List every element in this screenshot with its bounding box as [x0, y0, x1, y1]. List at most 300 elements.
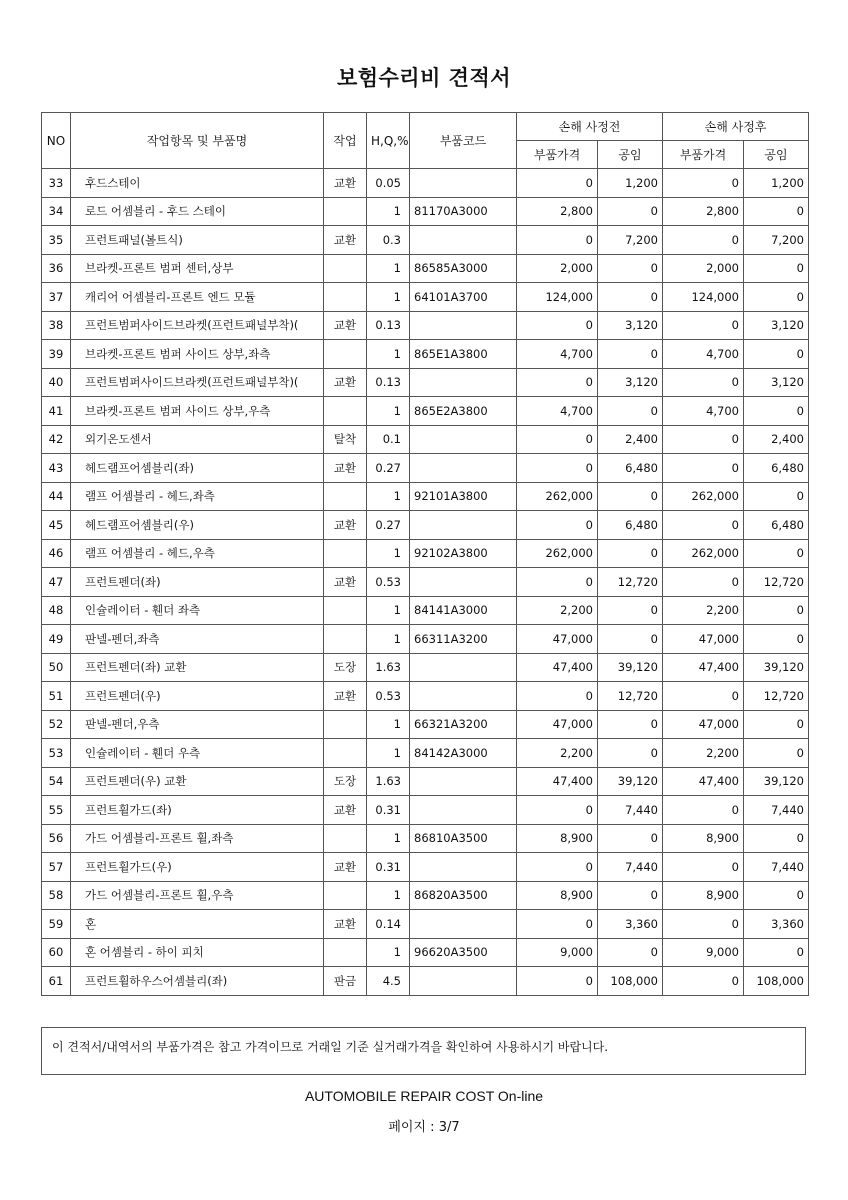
- part-code: 865E1A3800: [410, 340, 517, 369]
- item-name: 후드스테이: [71, 169, 324, 198]
- table-row: [42, 881, 809, 910]
- hq-value: 0.1: [367, 425, 410, 454]
- row-number: 34: [42, 197, 71, 226]
- table-row: [42, 853, 809, 882]
- before-part-price: 9,000: [517, 938, 598, 967]
- after-labor: 0: [744, 739, 809, 768]
- before-part-price: 0: [517, 425, 598, 454]
- after-part-price: 0: [663, 454, 744, 483]
- part-code: [410, 511, 517, 540]
- hq-value: 0.31: [367, 796, 410, 825]
- part-code: 86820A3500: [410, 881, 517, 910]
- after-part-price: 0: [663, 311, 744, 340]
- item-name: 프런트범퍼사이드브라켓(프런트패널부착)(: [71, 368, 324, 397]
- after-labor: 0: [744, 283, 809, 312]
- hq-value: 1: [367, 710, 410, 739]
- hq-value: 1: [367, 824, 410, 853]
- header-after: 손해 사정후: [663, 113, 809, 141]
- table-row: [42, 511, 809, 540]
- row-number: 45: [42, 511, 71, 540]
- work-type: 교환: [324, 853, 367, 882]
- before-labor: 39,120: [598, 767, 663, 796]
- table-row: [42, 653, 809, 682]
- table-body: [42, 169, 809, 996]
- after-part-price: 0: [663, 853, 744, 882]
- before-labor: 0: [598, 482, 663, 511]
- work-type: 교환: [324, 682, 367, 711]
- after-labor: 0: [744, 539, 809, 568]
- item-name: 헤드램프어셈블리(좌): [71, 454, 324, 483]
- part-code: [410, 454, 517, 483]
- table-row: [42, 910, 809, 939]
- after-labor: 39,120: [744, 653, 809, 682]
- part-code: [410, 425, 517, 454]
- before-labor: 3,360: [598, 910, 663, 939]
- hq-value: 1.63: [367, 653, 410, 682]
- row-number: 59: [42, 910, 71, 939]
- work-type: [324, 254, 367, 283]
- part-code: 96620A3500: [410, 938, 517, 967]
- after-labor: 12,720: [744, 568, 809, 597]
- before-labor: 3,120: [598, 368, 663, 397]
- hq-value: 0.53: [367, 682, 410, 711]
- before-part-price: 262,000: [517, 482, 598, 511]
- before-part-price: 0: [517, 226, 598, 255]
- before-labor: 2,400: [598, 425, 663, 454]
- work-type: [324, 539, 367, 568]
- hq-value: 1: [367, 197, 410, 226]
- row-number: 46: [42, 539, 71, 568]
- after-labor: 108,000: [744, 967, 809, 996]
- after-part-price: 0: [663, 169, 744, 198]
- hq-value: 1: [367, 397, 410, 426]
- before-part-price: 47,400: [517, 653, 598, 682]
- after-labor: 6,480: [744, 454, 809, 483]
- part-code: [410, 568, 517, 597]
- after-part-price: 2,000: [663, 254, 744, 283]
- item-name: 가드 어셈블리-프론트 휠,우측: [71, 881, 324, 910]
- row-number: 56: [42, 824, 71, 853]
- before-part-price: 0: [517, 568, 598, 597]
- before-labor: 0: [598, 625, 663, 654]
- part-code: [410, 796, 517, 825]
- work-type: 교환: [324, 368, 367, 397]
- item-name: 판넬-펜더,좌측: [71, 625, 324, 654]
- after-part-price: 0: [663, 368, 744, 397]
- row-number: 44: [42, 482, 71, 511]
- table-row: [42, 796, 809, 825]
- before-part-price: 0: [517, 511, 598, 540]
- work-type: 교환: [324, 568, 367, 597]
- work-type: [324, 197, 367, 226]
- part-code: 66321A3200: [410, 710, 517, 739]
- item-name: 프런트펜더(좌): [71, 568, 324, 597]
- item-name: 로드 어셈블리 - 후드 스테이: [71, 197, 324, 226]
- work-type: [324, 938, 367, 967]
- after-part-price: 9,000: [663, 938, 744, 967]
- before-labor: 0: [598, 197, 663, 226]
- before-labor: 1,200: [598, 169, 663, 198]
- before-part-price: 8,900: [517, 881, 598, 910]
- header-item: 작업항목 및 부품명: [71, 113, 324, 169]
- work-type: [324, 283, 367, 312]
- part-code: 66311A3200: [410, 625, 517, 654]
- before-labor: 7,200: [598, 226, 663, 255]
- before-labor: 0: [598, 710, 663, 739]
- table-row: [42, 340, 809, 369]
- after-part-price: 47,400: [663, 767, 744, 796]
- item-name: 프런트휠가드(우): [71, 853, 324, 882]
- before-labor: 0: [598, 824, 663, 853]
- before-labor: 0: [598, 283, 663, 312]
- after-part-price: 8,900: [663, 824, 744, 853]
- row-number: 60: [42, 938, 71, 967]
- table-row: [42, 226, 809, 255]
- table-header: [42, 113, 809, 169]
- item-name: 램프 어셈블리 - 헤드,좌측: [71, 482, 324, 511]
- before-part-price: 2,200: [517, 739, 598, 768]
- after-labor: 0: [744, 254, 809, 283]
- hq-value: 4.5: [367, 967, 410, 996]
- estimate-table: [41, 112, 809, 996]
- row-number: 58: [42, 881, 71, 910]
- part-code: 865E2A3800: [410, 397, 517, 426]
- hq-value: 0.05: [367, 169, 410, 198]
- before-labor: 0: [598, 596, 663, 625]
- item-name: 인슐레이터 - 휀더 좌측: [71, 596, 324, 625]
- row-number: 51: [42, 682, 71, 711]
- header-before-part-price: 부품가격: [517, 141, 598, 169]
- hq-value: 0.13: [367, 368, 410, 397]
- table-row: [42, 682, 809, 711]
- before-part-price: 0: [517, 796, 598, 825]
- work-type: 교환: [324, 910, 367, 939]
- after-labor: 7,200: [744, 226, 809, 255]
- work-type: 교환: [324, 796, 367, 825]
- before-part-price: 0: [517, 682, 598, 711]
- after-part-price: 47,000: [663, 625, 744, 654]
- before-labor: 0: [598, 539, 663, 568]
- hq-value: 1: [367, 482, 410, 511]
- hq-value: 1: [367, 881, 410, 910]
- row-number: 43: [42, 454, 71, 483]
- after-labor: 1,200: [744, 169, 809, 198]
- part-code: [410, 767, 517, 796]
- before-labor: 12,720: [598, 568, 663, 597]
- work-type: [324, 739, 367, 768]
- item-name: 인슐레이터 - 휀더 우측: [71, 739, 324, 768]
- row-number: 53: [42, 739, 71, 768]
- after-part-price: 0: [663, 796, 744, 825]
- after-part-price: 0: [663, 425, 744, 454]
- hq-value: 0.14: [367, 910, 410, 939]
- before-part-price: 0: [517, 967, 598, 996]
- table-row: [42, 283, 809, 312]
- work-type: 도장: [324, 653, 367, 682]
- header-after-labor: 공임: [744, 141, 809, 169]
- before-part-price: 4,700: [517, 340, 598, 369]
- row-number: 47: [42, 568, 71, 597]
- after-labor: 3,360: [744, 910, 809, 939]
- part-code: [410, 226, 517, 255]
- before-part-price: 0: [517, 169, 598, 198]
- before-part-price: 0: [517, 368, 598, 397]
- work-type: 교환: [324, 169, 367, 198]
- part-code: [410, 311, 517, 340]
- row-number: 38: [42, 311, 71, 340]
- after-labor: 7,440: [744, 796, 809, 825]
- after-labor: 7,440: [744, 853, 809, 882]
- before-labor: 0: [598, 938, 663, 967]
- before-labor: 7,440: [598, 853, 663, 882]
- part-code: 64101A3700: [410, 283, 517, 312]
- header-hq: H,Q,%: [367, 113, 410, 169]
- hq-value: 0.3: [367, 226, 410, 255]
- table-row: [42, 568, 809, 597]
- after-labor: 0: [744, 340, 809, 369]
- item-name: 혼 어셈블리 - 하이 피치: [71, 938, 324, 967]
- after-part-price: 2,200: [663, 596, 744, 625]
- table-row: [42, 539, 809, 568]
- before-part-price: 47,000: [517, 710, 598, 739]
- work-type: 교환: [324, 311, 367, 340]
- table-row: [42, 938, 809, 967]
- before-part-price: 47,400: [517, 767, 598, 796]
- before-labor: 0: [598, 739, 663, 768]
- after-labor: 39,120: [744, 767, 809, 796]
- before-labor: 0: [598, 397, 663, 426]
- before-part-price: 2,000: [517, 254, 598, 283]
- item-name: 프런트범퍼사이드브라켓(프런트패널부착)(: [71, 311, 324, 340]
- row-number: 50: [42, 653, 71, 682]
- before-part-price: 0: [517, 910, 598, 939]
- table-row: [42, 739, 809, 768]
- price-notice: 이 견적서/내역서의 부품가격은 참고 가격이므로 거래일 기준 실거래가격을 확인하여 사용하시기 바랍니다.: [41, 1027, 806, 1075]
- row-number: 61: [42, 967, 71, 996]
- before-part-price: 0: [517, 454, 598, 483]
- part-code: [410, 967, 517, 996]
- work-type: [324, 596, 367, 625]
- row-number: 55: [42, 796, 71, 825]
- table-row: [42, 311, 809, 340]
- header-before: 손해 사정전: [517, 113, 663, 141]
- before-labor: 39,120: [598, 653, 663, 682]
- after-part-price: 47,000: [663, 710, 744, 739]
- work-type: [324, 625, 367, 654]
- before-labor: 7,440: [598, 796, 663, 825]
- part-code: 92102A3800: [410, 539, 517, 568]
- after-labor: 6,480: [744, 511, 809, 540]
- table-row: [42, 824, 809, 853]
- before-part-price: 4,700: [517, 397, 598, 426]
- after-part-price: 0: [663, 910, 744, 939]
- before-part-price: 0: [517, 311, 598, 340]
- row-number: 35: [42, 226, 71, 255]
- work-type: [324, 397, 367, 426]
- hq-value: 0.31: [367, 853, 410, 882]
- after-labor: 0: [744, 397, 809, 426]
- after-part-price: 2,200: [663, 739, 744, 768]
- table-row: [42, 454, 809, 483]
- hq-value: 1.63: [367, 767, 410, 796]
- table-row: [42, 596, 809, 625]
- after-labor: 0: [744, 482, 809, 511]
- before-part-price: 124,000: [517, 283, 598, 312]
- item-name: 혼: [71, 910, 324, 939]
- table-row: [42, 482, 809, 511]
- header-after-part-price: 부품가격: [663, 141, 744, 169]
- part-code: [410, 169, 517, 198]
- table-row: [42, 397, 809, 426]
- item-name: 프런트펜더(우): [71, 682, 324, 711]
- row-number: 57: [42, 853, 71, 882]
- part-code: 86585A3000: [410, 254, 517, 283]
- row-number: 48: [42, 596, 71, 625]
- row-number: 40: [42, 368, 71, 397]
- after-part-price: 2,800: [663, 197, 744, 226]
- before-labor: 0: [598, 340, 663, 369]
- after-labor: 0: [744, 197, 809, 226]
- before-part-price: 8,900: [517, 824, 598, 853]
- row-number: 49: [42, 625, 71, 654]
- before-part-price: 2,200: [517, 596, 598, 625]
- before-part-price: 2,800: [517, 197, 598, 226]
- row-number: 54: [42, 767, 71, 796]
- after-part-price: 0: [663, 682, 744, 711]
- after-part-price: 124,000: [663, 283, 744, 312]
- part-code: [410, 368, 517, 397]
- after-labor: 3,120: [744, 368, 809, 397]
- hq-value: 1: [367, 283, 410, 312]
- after-labor: 2,400: [744, 425, 809, 454]
- row-number: 37: [42, 283, 71, 312]
- header-work: 작업: [324, 113, 367, 169]
- page-number: 페이지 : 3/7: [388, 1120, 460, 1135]
- part-code: 86810A3500: [410, 824, 517, 853]
- item-name: 프런트휠가드(좌): [71, 796, 324, 825]
- after-part-price: 8,900: [663, 881, 744, 910]
- after-labor: 12,720: [744, 682, 809, 711]
- item-name: 가드 어셈블리-프론트 휠,좌측: [71, 824, 324, 853]
- after-labor: 0: [744, 881, 809, 910]
- hq-value: 0.13: [367, 311, 410, 340]
- work-type: 교환: [324, 511, 367, 540]
- part-code: 84142A3000: [410, 739, 517, 768]
- hq-value: 1: [367, 625, 410, 654]
- after-labor: 0: [744, 938, 809, 967]
- item-name: 프런트펜더(우) 교환: [71, 767, 324, 796]
- hq-value: 1: [367, 254, 410, 283]
- after-part-price: 47,400: [663, 653, 744, 682]
- after-part-price: 4,700: [663, 397, 744, 426]
- work-type: [324, 881, 367, 910]
- before-labor: 12,720: [598, 682, 663, 711]
- table-row: [42, 169, 809, 198]
- item-name: 브라켓-프론트 범퍼 사이드 상부,우측: [71, 397, 324, 426]
- row-number: 41: [42, 397, 71, 426]
- row-number: 52: [42, 710, 71, 739]
- work-type: 교환: [324, 226, 367, 255]
- part-code: 84141A3000: [410, 596, 517, 625]
- before-labor: 0: [598, 254, 663, 283]
- work-type: 탈착: [324, 425, 367, 454]
- after-labor: 3,120: [744, 311, 809, 340]
- part-code: [410, 853, 517, 882]
- item-name: 브라켓-프론트 범퍼 사이드 상부,좌측: [71, 340, 324, 369]
- after-part-price: 262,000: [663, 539, 744, 568]
- item-name: 헤드램프어셈블리(우): [71, 511, 324, 540]
- after-labor: 0: [744, 824, 809, 853]
- hq-value: 0.53: [367, 568, 410, 597]
- part-code: [410, 682, 517, 711]
- item-name: 브라켓-프론트 범퍼 센터,상부: [71, 254, 324, 283]
- after-part-price: 4,700: [663, 340, 744, 369]
- header-before-labor: 공임: [598, 141, 663, 169]
- hq-value: 0.27: [367, 454, 410, 483]
- item-name: 판넬-펜더,우측: [71, 710, 324, 739]
- table-row: [42, 710, 809, 739]
- footer-brand: AUTOMOBILE REPAIR COST On-line: [304, 1088, 544, 1104]
- table-row: [42, 197, 809, 226]
- item-name: 프런트패널(볼트식): [71, 226, 324, 255]
- hq-value: 1: [367, 539, 410, 568]
- hq-value: 0.27: [367, 511, 410, 540]
- table-row: [42, 368, 809, 397]
- before-labor: 6,480: [598, 454, 663, 483]
- after-part-price: 0: [663, 967, 744, 996]
- before-part-price: 0: [517, 853, 598, 882]
- table-row: [42, 425, 809, 454]
- row-number: 39: [42, 340, 71, 369]
- work-type: 교환: [324, 454, 367, 483]
- table-row: [42, 967, 809, 996]
- part-code: [410, 910, 517, 939]
- after-part-price: 0: [663, 511, 744, 540]
- document-title: 보험수리비 견적서: [336, 66, 512, 90]
- after-labor: 0: [744, 625, 809, 654]
- row-number: 33: [42, 169, 71, 198]
- item-name: 외기온도센서: [71, 425, 324, 454]
- after-labor: 0: [744, 596, 809, 625]
- part-code: 81170A3000: [410, 197, 517, 226]
- after-part-price: 262,000: [663, 482, 744, 511]
- hq-value: 1: [367, 739, 410, 768]
- after-part-price: 0: [663, 568, 744, 597]
- before-labor: 108,000: [598, 967, 663, 996]
- row-number: 36: [42, 254, 71, 283]
- work-type: 도장: [324, 767, 367, 796]
- before-part-price: 262,000: [517, 539, 598, 568]
- before-part-price: 47,000: [517, 625, 598, 654]
- hq-value: 1: [367, 596, 410, 625]
- before-labor: 3,120: [598, 311, 663, 340]
- hq-value: 1: [367, 938, 410, 967]
- item-name: 캐리어 어셈블리-프론트 엔드 모듈: [71, 283, 324, 312]
- item-name: 램프 어셈블리 - 헤드,우측: [71, 539, 324, 568]
- table-row: [42, 625, 809, 654]
- work-type: [324, 482, 367, 511]
- part-code: [410, 653, 517, 682]
- table-row: [42, 254, 809, 283]
- work-type: [324, 824, 367, 853]
- table-row: [42, 767, 809, 796]
- header-no: NO: [42, 113, 71, 169]
- part-code: 92101A3800: [410, 482, 517, 511]
- work-type: 판금: [324, 967, 367, 996]
- after-labor: 0: [744, 710, 809, 739]
- work-type: [324, 340, 367, 369]
- work-type: [324, 710, 367, 739]
